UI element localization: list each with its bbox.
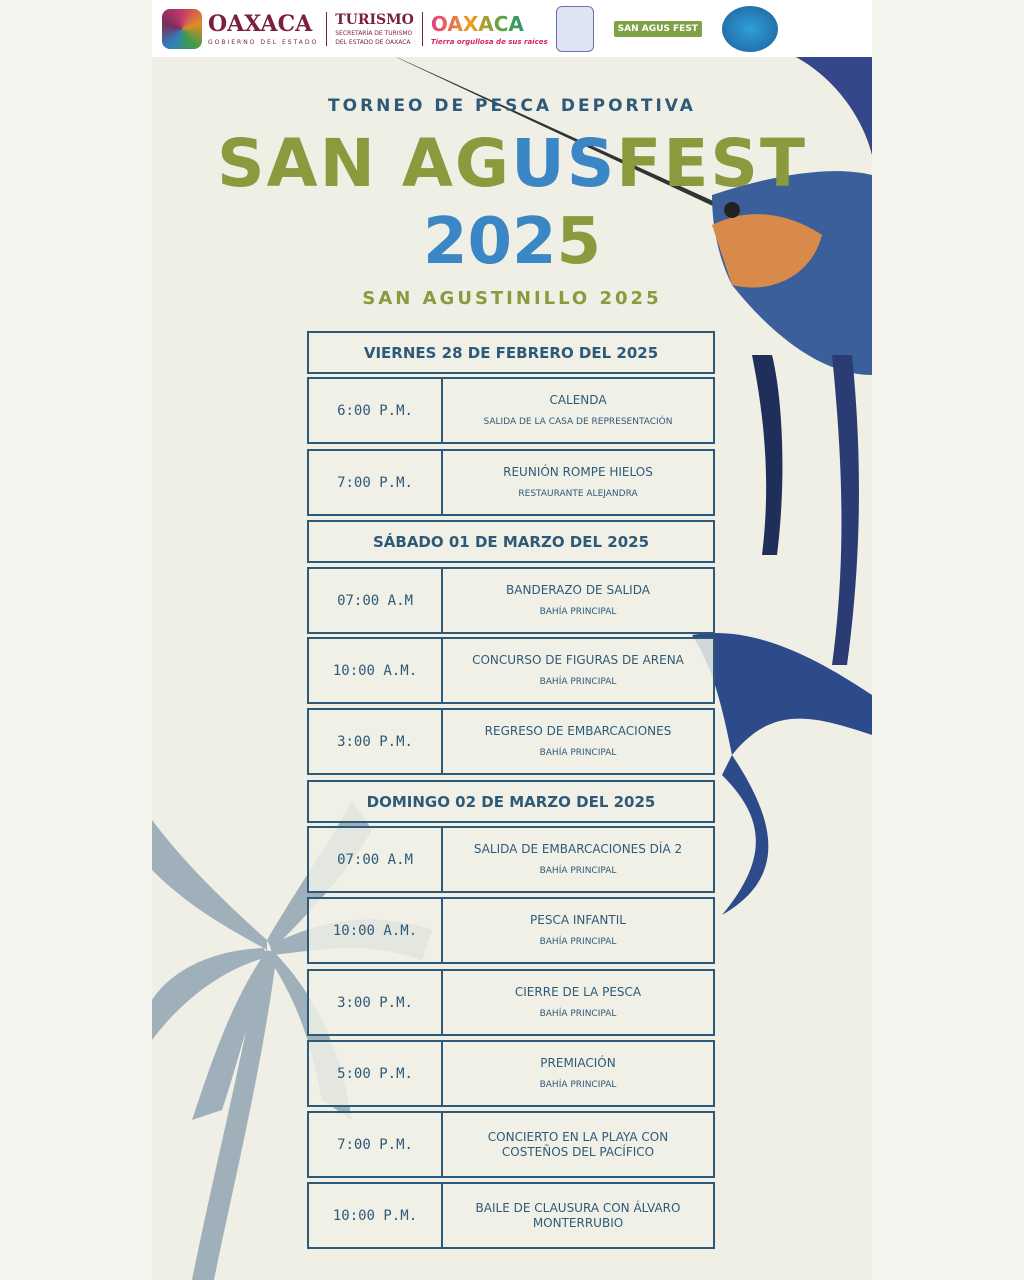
schedule-row: [307, 1182, 715, 1249]
title-part: US: [511, 125, 617, 202]
turismo-logo: [335, 11, 414, 47]
event-location: SAN AGUSTINILLO 2025: [362, 288, 662, 309]
event-details: [443, 1042, 713, 1105]
event-details: [443, 639, 713, 702]
event-name: PESCA INFANTIL: [530, 913, 626, 927]
event-details: [443, 451, 713, 514]
event-details: [443, 828, 713, 891]
title-part: FEST: [616, 125, 807, 202]
event-details: [443, 710, 713, 773]
oaxaca-government-logo: [162, 9, 318, 49]
schedule-row: [307, 826, 715, 893]
sponsor-logos-bar: [152, 0, 872, 57]
event-name: CONCIERTO EN LA PLAYA CON COSTEÑOS DEL PACÍFICO: [487, 1129, 669, 1159]
event-place: SALIDA DE LA CASA DE REPRESENTACIÓN: [483, 417, 673, 427]
agusfest-logo: SAN AGUS FEST: [614, 21, 702, 37]
event-time: 3:00 P.M.: [309, 971, 443, 1034]
municipal-shield-icon: [556, 6, 594, 52]
event-details: [443, 569, 713, 632]
event-details: [443, 1113, 713, 1176]
event-details: [443, 971, 713, 1034]
event-time: 07:00 A.M: [309, 569, 443, 632]
event-time: 6:00 P.M.: [309, 379, 443, 442]
event-time: 7:00 P.M.: [309, 1113, 443, 1176]
event-time: 10:00 P.M.: [309, 1184, 443, 1247]
turismo-logo-text: TURISMO: [335, 11, 414, 28]
event-name: BANDERAZO DE SALIDA: [506, 583, 650, 597]
event-time: 10:00 A.M.: [309, 899, 443, 962]
title-part: SAN AG: [217, 125, 512, 202]
event-place: BAHÍA PRINCIPAL: [539, 677, 617, 687]
event-time: 7:00 P.M.: [309, 451, 443, 514]
oaxaca-brand-logo: [431, 11, 548, 47]
event-time: 3:00 P.M.: [309, 710, 443, 773]
schedule-row: [307, 897, 715, 964]
event-name: CONCURSO DE FIGURAS DE ARENA: [472, 653, 684, 667]
event-time: 07:00 A.M: [309, 828, 443, 891]
event-place: RESTAURANTE ALEJANDRA: [518, 489, 638, 499]
oaxaca-brand-text: OAXACA: [431, 11, 548, 37]
event-place: BAHÍA PRINCIPAL: [539, 937, 617, 947]
event-place: BAHÍA PRINCIPAL: [539, 1080, 617, 1090]
oaxaca-logo-subtitle: GOBIERNO DEL ESTADO: [208, 39, 319, 46]
day-header: VIERNES 28 DE FEBRERO DEL 2025: [307, 331, 715, 374]
turismo-sub2: DEL ESTADO DE OAXACA: [335, 38, 411, 46]
year-part: 202: [422, 205, 557, 279]
schedule-row: [307, 1040, 715, 1107]
event-details: [443, 379, 713, 442]
event-title: [152, 125, 872, 202]
schedule-row: [307, 708, 715, 775]
event-name: CIERRE DE LA PESCA: [514, 985, 642, 999]
schedule-row: [307, 449, 715, 516]
event-name: CALENDA: [549, 393, 607, 407]
event-place: BAHÍA PRINCIPAL: [539, 866, 617, 876]
event-poster: [152, 0, 872, 1280]
schedule-row: [307, 1111, 715, 1178]
day-header: DOMINGO 02 DE MARZO DEL 2025: [307, 780, 715, 823]
oaxaca-brand-tagline: Tierra orgullosa de sus raíces: [430, 37, 548, 46]
turismo-sub1: SECRETARÍA DE TURISMO: [335, 29, 413, 37]
event-name: PREMIACIÓN: [540, 1056, 616, 1070]
event-name: REUNIÓN ROMPE HIELOS: [503, 465, 653, 479]
round-emblem-icon: [722, 6, 778, 52]
event-time: 5:00 P.M.: [309, 1042, 443, 1105]
event-details: [443, 1184, 713, 1247]
event-place: BAHÍA PRINCIPAL: [539, 1009, 617, 1019]
divider: [326, 12, 327, 46]
event-place: BAHÍA PRINCIPAL: [539, 748, 617, 758]
event-place: BAHÍA PRINCIPAL: [539, 607, 617, 617]
schedule-row: [307, 637, 715, 704]
event-time: 10:00 A.M.: [309, 639, 443, 702]
year-part: 5: [556, 205, 602, 279]
event-kicker: TORNEO DE PESCA DEPORTIVA: [328, 96, 696, 116]
day-header: SÁBADO 01 DE MARZO DEL 2025: [307, 520, 715, 563]
event-name: REGRESO DE EMBARCACIONES: [484, 724, 672, 738]
event-year: [152, 206, 872, 278]
event-name: BAILE DE CLAUSURA CON ÁLVARO MONTERRUBIO: [475, 1200, 681, 1230]
schedule-row: [307, 969, 715, 1036]
divider: [422, 12, 423, 46]
event-name: SALIDA DE EMBARCACIONES DÍA 2: [473, 842, 683, 856]
oaxaca-seal-icon: [162, 9, 202, 49]
schedule-row: [307, 567, 715, 634]
oaxaca-logo-text: OAXACA: [208, 11, 313, 37]
schedule-row: [307, 377, 715, 444]
event-details: [443, 899, 713, 962]
